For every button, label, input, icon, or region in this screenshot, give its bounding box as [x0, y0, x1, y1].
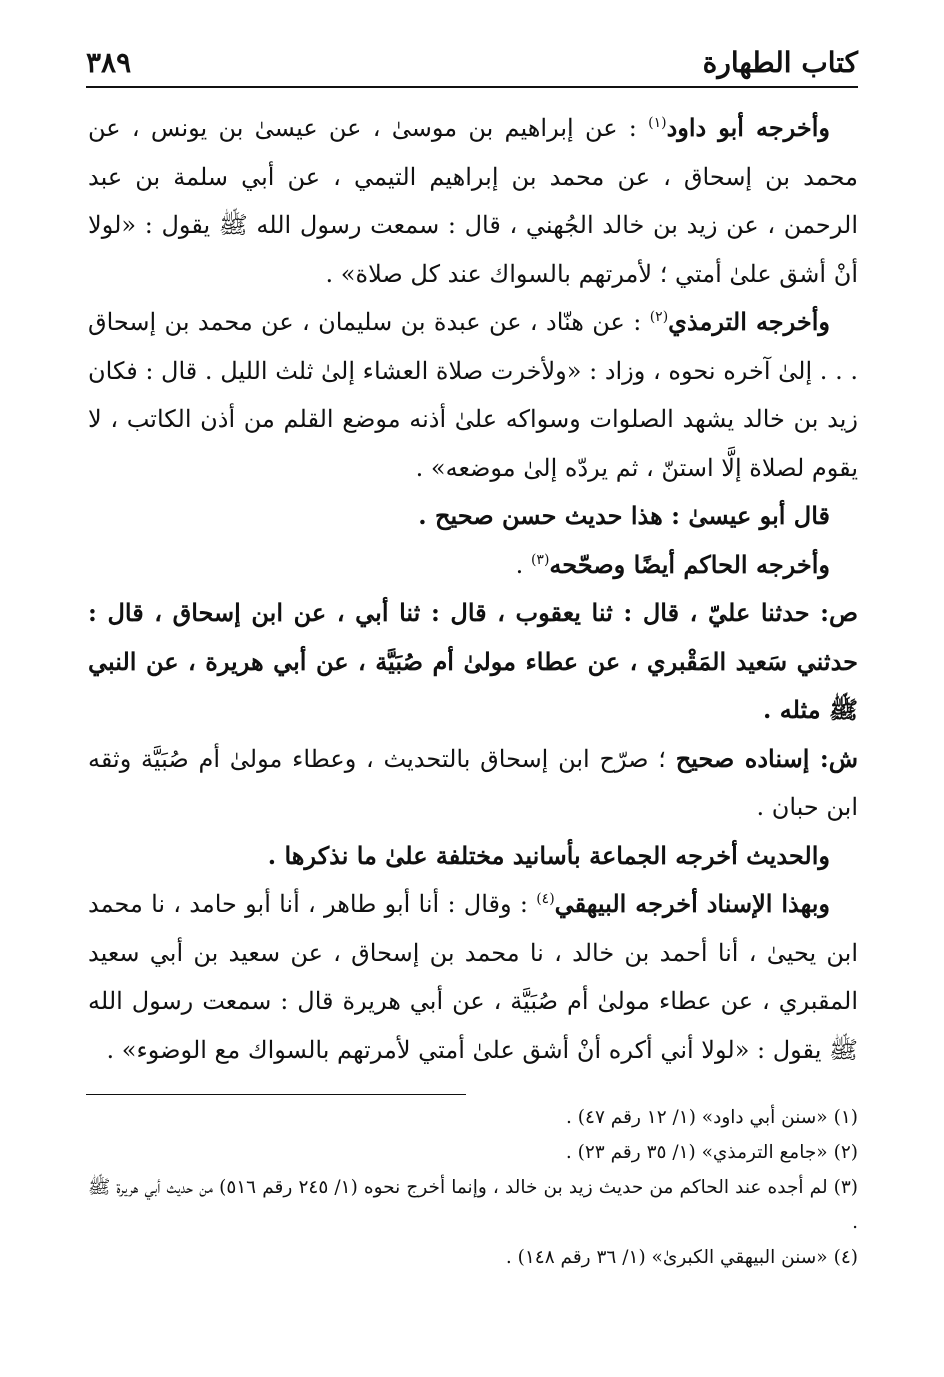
paragraph-lead: وأخرجه الحاكم أيضًا وصحّحه — [549, 549, 830, 579]
paragraph-text: : عن إبراهيم بن موسىٰ ، عن عيسىٰ بن يونس ، عن محمد بن إسحاق ، عن محمد بن إبراهيم التيمي ، عن أبي سلمة بن عبد الرحمن ، عن زيد بن خالد الجُهني ، قال : سمعت رسول الله ﷺ يقول : «لولا أنْ أشق علىٰ أمتي ؛ لأمرتهم بالسواك عند كل صلاة» . — [88, 114, 858, 288]
main-text — [88, 104, 858, 1074]
paragraph-text: : وقال : أنا أبو طاهر ، أنا أبو حامد ، نا محمد ابن يحيىٰ ، أنا أحمد بن خالد ، نا محمد بن إسحاق ، عن سعيد بن أبي سعيد المقبري ، عن عطاء مولىٰ أم صُبَيَّة ، عن أبي هريرة قال : سمعت رسول الله ﷺ يقول : «لولا أني أكره أنْ أشق علىٰ أمتي لأمرتهم بالسواك مع الوضوء» . — [88, 890, 858, 1064]
footnote-number: (٤) — [833, 1247, 858, 1268]
book-title: كتاب الطهارة — [702, 45, 858, 79]
paragraph-lead: ص: حدثنا عليّ ، قال : ثنا يعقوب ، قال : ثنا أبي ، عن ابن إسحاق ، قال : حدثني سَعيد المَقْبري ، عن عطاء مولىٰ أم صُبَيَّة ، عن أبي هريرة ، عن النبي ﷺ مثله . — [88, 598, 859, 724]
paragraph-hakim — [88, 541, 858, 590]
footnote-ref: (٤) — [536, 891, 555, 907]
paragraph-lead: وأخرجه الترمذي — [668, 307, 830, 336]
paragraph-lead: وأخرجه أبو داود — [666, 113, 830, 142]
footnote-text: لم أجده عند الحاكم من حديث زيد بن خالد ، وإنما أخرج نحوه (١/ ٢٤٥ رقم ٥١٦) من حديث أبي هريرة ﷺ . — [88, 1177, 858, 1233]
paragraph-lead: والحديث أخرجه الجماعة بأسانيد مختلفة علىٰ ما نذكرها . — [267, 840, 830, 870]
footnote-4 — [88, 1240, 858, 1275]
paragraph-bayhaqi — [88, 880, 858, 1074]
paragraph-sad — [88, 589, 858, 735]
paragraph-shin — [88, 735, 858, 832]
paragraph-jamaa — [88, 832, 858, 881]
paragraph-tirmidhi — [88, 298, 858, 492]
footnote-text: «جامع الترمذي» (١/ ٣٥ رقم ٢٣) . — [565, 1142, 828, 1163]
footnote-text: «سنن البيهقي الكبرىٰ» (١/ ٣٦ رقم ١٤٨) . — [505, 1247, 828, 1268]
footnote-3 — [88, 1170, 858, 1240]
paragraph-lead: قال أبو عيسىٰ : هذا حديث حسن صحيح . — [418, 501, 830, 530]
page-header — [86, 38, 858, 88]
paragraph-text: . — [515, 550, 524, 579]
footnote-ref: (٣) — [530, 551, 550, 568]
footnote-number: (٢) — [833, 1142, 858, 1163]
footnote-2 — [88, 1135, 858, 1170]
footnote-text: «سنن أبي داود» (١/ ١٢ رقم ٤٧) . — [566, 1107, 828, 1128]
footnote-number: (١) — [833, 1107, 858, 1128]
page-number: ٣٨٩ — [86, 45, 132, 79]
paragraph-text: : عن هنّاد ، عن عبدة بن سليمان ، عن محمد بن إسحاق . . . إلىٰ آخره نحوه ، وزاد : «ولأخرت صلاة العشاء إلىٰ ثلث الليل . قال : فكان زيد بن خالد يشهد الصلوات وسواكه علىٰ أذنه موضع القلم من أذن الكاتب ، لا يقوم لصلاة إلَّا استنّ ، ثم يردّه إلىٰ موضعه» . — [88, 308, 858, 482]
footnote-number: (٣) — [833, 1177, 858, 1198]
footnote-ref: (٢) — [649, 309, 669, 325]
paragraph-lead: ش: إسناده صحيح — [675, 743, 858, 773]
paragraph-abu-isa — [88, 492, 858, 541]
paragraph-abu-dawud — [88, 104, 858, 298]
paragraph-lead: وبهذا الإسناد أخرجه البيهقي — [554, 889, 830, 918]
paragraph-text: ؛ صرّح ابن إسحاق بالتحديث ، وعطاء مولىٰ أم صُبَيَّة وثقه ابن حبان . — [88, 744, 858, 821]
footnote-separator — [86, 1094, 466, 1095]
footnote-ref: (١) — [648, 115, 667, 131]
footnotes — [88, 1100, 858, 1275]
footnote-1 — [88, 1100, 858, 1135]
